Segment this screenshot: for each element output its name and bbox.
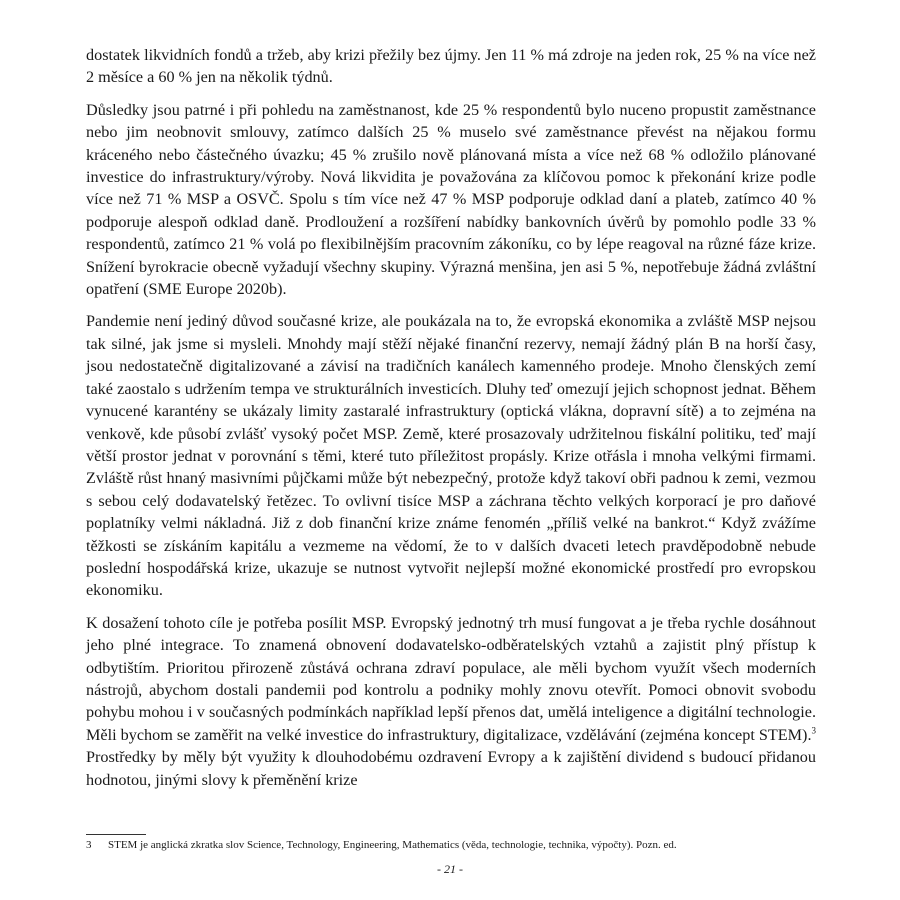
paragraph-4 — [86, 612, 816, 791]
page-number: - 21 - — [437, 862, 463, 876]
paragraph-3: Pandemie není jediný důvod současné krize, ale poukázala na to, že evropská ekonomika a zvláště MSP nejsou tak silné, jak jsme si mysleli. Mnohdy mají stěží nějaké finanční rezervy, nemají žádný plán B na horší časy, jsou nedostatečně digitalizované a závisí na tradičních kanálech kamenného prodeje. Mnoho členských zemí také zaostalo s udržením tempa ve strukturálních investicích. Dluhy teď omezují jejich schopnost jednat. Během vynucené karantény se ukázaly limity zastaralé infrastruktury (optická vlákna, dopravní sítě) a to zejména na venkově, kde působí zvlášť vysoký počet MSP. Země, které prosazovaly udržitelnou fiskální politiku, teď mají větší prostor jednat v porovnání s těmi, které tuto příležitost propásly. Krize otřásla i mnoha velkými firmami. Zvláště růst hnaný masivními půjčkami může být nebezpečný, protože když takoví obři padnou k zemi, vezmou s sebou celý dodavatelský řetězec. To ovlivní tisíce MSP a záchrana těchto velkých korporací je pro daňové poplatníky velmi nákladná. Již z dob finanční krize známe fenomén „příliš velké na bankrot.“ Když zvážíme těžkosti se získáním kapitálu a vezmeme na vědomí, že to v dalších dvaceti letech pravděpodobně nebude poslední hospodářská krize, ukazuje se nutnost vytvořit nejlepší možné ekonomické prostředí pro evropskou ekonomiku. — [86, 312, 816, 600]
body-text — [86, 44, 816, 801]
paragraph-2: Důsledky jsou patrné i při pohledu na zaměstnanost, kde 25 % respondentů bylo nuceno propustit zaměstnance nebo jim neobnovit smlouvy, zatímco dalších 25 % muselo své zaměstnance převést na nějakou formu kráceného nebo částečného úvazku; 45 % zrušilo nově plánovaná místa a více než 68 % odložilo plánované investice do infrastruktury/výroby. Nová likvidita je považována za klíčovou pomoc k překonání krize podle více než 71 % MSP a OSVČ. Spolu s tím více než 47 % MSP podporuje odklad daní a plateb, zatímco 40 % podporuje alespoň odklad daně. Prodloužení a rozšíření nabídky bankovních úvěrů by pomohlo podle 33 % respondentů, zatímco 21 % volá po flexibilnějším pracovním zákoníku, co by lépe reagoval na různé fáze krize. Snížení byrokracie obecně vyžadují všechny skupiny. Výrazná menšina, jen asi 5 %, nepotřebuje žádná zvláštní opatření (SME Europe 2020b). — [86, 100, 816, 299]
footnote — [86, 838, 816, 852]
paragraph-4-text: K dosažení tohoto cíle je potřeba posílit MSP. Evropský jednotný trh musí fungovat a je třeba rychle dosáhnout jeho plné integrace. To znamená obnovení dodavatelsko-odběratelských vztahů a zajistit plný přístup k odbytištím. Prioritou přirozeně zůstává ochrana zdraví populace, ale měli bychom využít všech moderních nástrojů, abychom dostali pandemii pod kontrolu a podniky mohly znovu otevřít. Pomoci obnovit svobodu pohybu mohou i v současných podmínkách například lepší přenos dat, umělá inteligence a digitální technologie. Měli bychom se zaměřit na velké investice do infrastruktury, digitalizace, vzdělávání (zejména koncept STEM). — [86, 613, 816, 744]
paragraph-1: dostatek likvidních fondů a tržeb, aby krizi přežily bez újmy. Jen 11 % má zdroje na jeden rok, 25 % na více než 2 měsíce a 60 % jen na několik týdnů. — [86, 46, 816, 87]
footnote-reference: 3 — [811, 725, 816, 736]
footnote-divider — [86, 834, 146, 835]
footnote-text: STEM je anglická zkratka slov Science, Technology, Engineering, Mathematics (věda, technologie, technika, výpočty). Pozn. ed. — [108, 839, 677, 851]
paragraph-4-continuation: Prostředky by měly být využity k dlouhodobému ozdravení Evropy a k zajištění dividend s budoucí přidanou hodnotou, jinými slovy k přeměnění krize — [86, 748, 816, 789]
footnote-number: 3 — [86, 839, 92, 851]
